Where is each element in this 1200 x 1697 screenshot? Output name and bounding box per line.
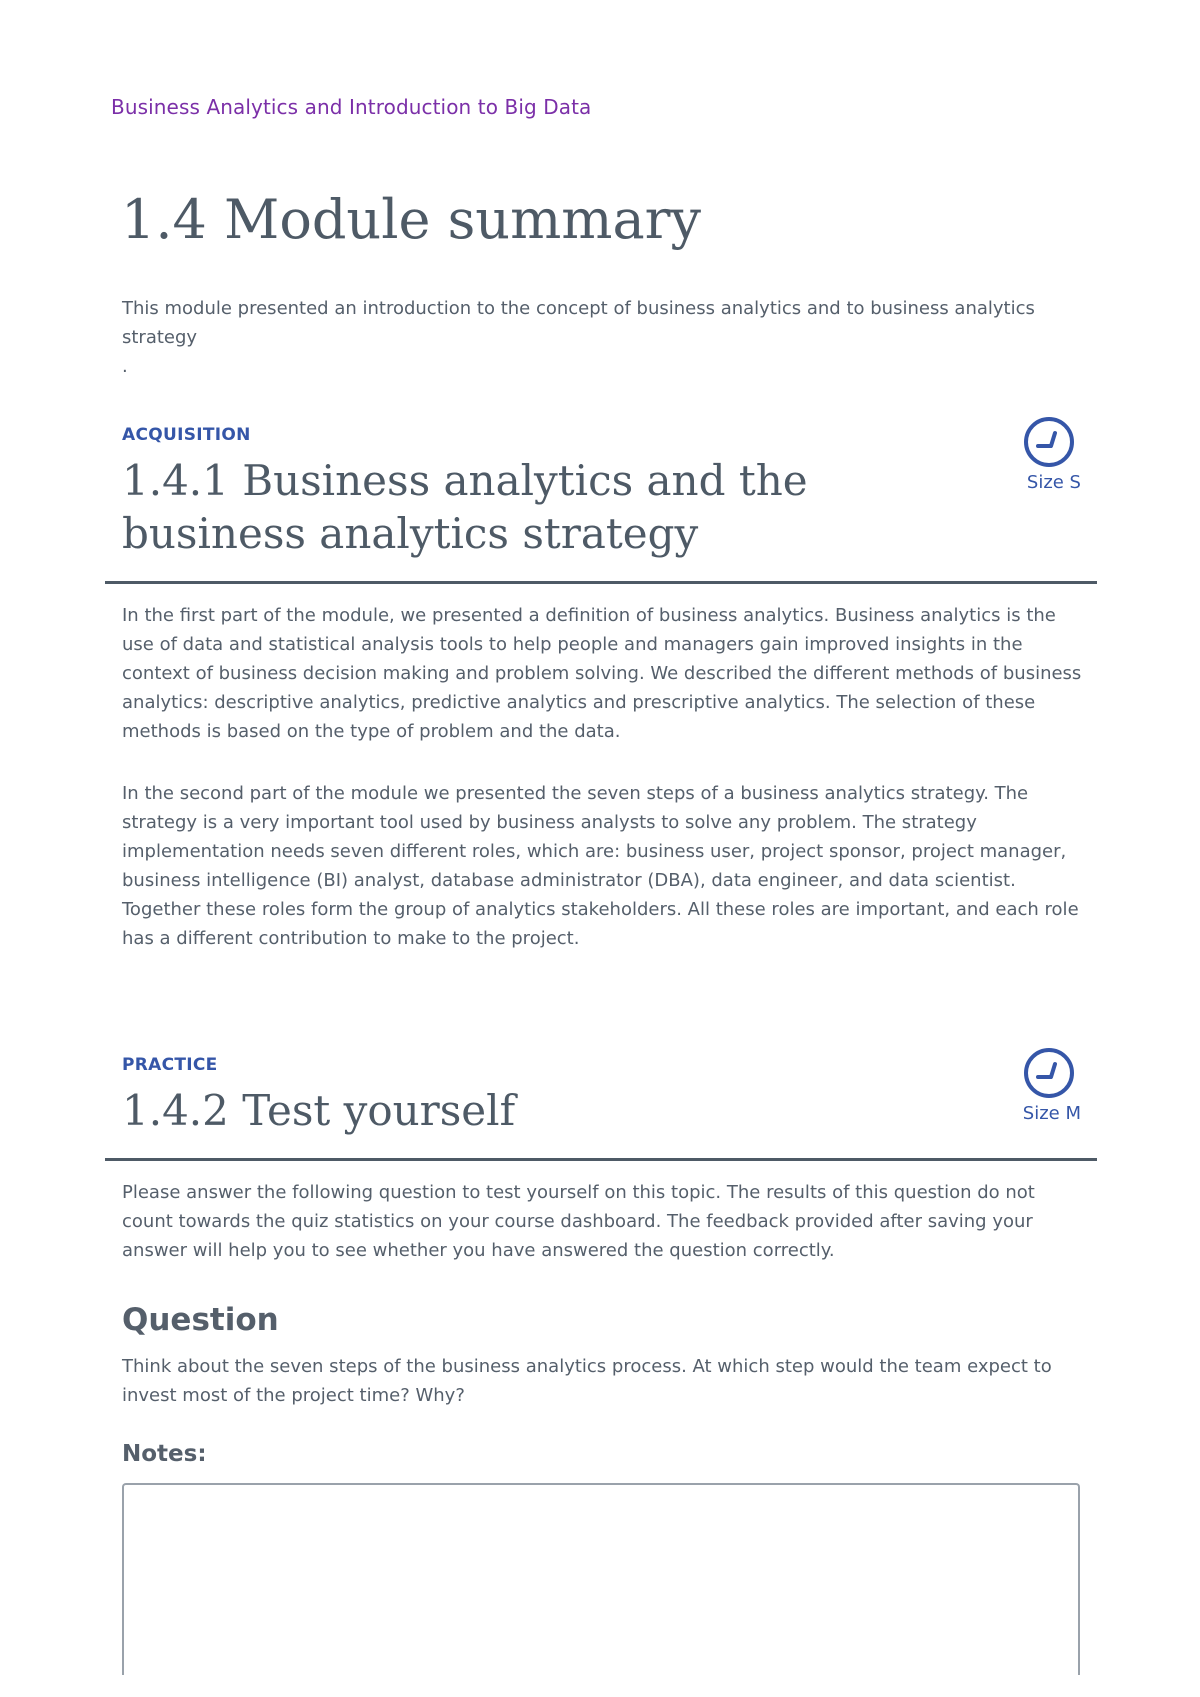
intro-text: This module presented an introduction to the concept of business analytics and to business analytics strategy [122, 298, 1035, 348]
section-paragraph: Please answer the following question to test yourself on this topic. The results of this question do not count towards the quiz statistics on your course dashboard. The feedback provided after saving your answer will help you to see whether you have answered the question correctly. [122, 1182, 1035, 1261]
section-heading-line1: 1.4.1 Business analytics and the [122, 456, 808, 505]
section-heading-line2: business analytics strategy [122, 509, 699, 558]
section-paragraph: In the second part of the module we presented the seven steps of a business analytics strategy. The strategy is a very important tool used by business analysts to solve any problem. The strategy implementation needs seven different roles, which are: business user, project sponsor, project manager, business intelligence (BI) analyst, database administrator (DBA), data engineer, and data scientist. Together these roles form the group of analytics stakeholders. All these roles are important, and each role has a different contribution to make to the project. [122, 783, 1079, 949]
activity-size [1001, 1047, 1081, 1124]
question-heading: Question [122, 1302, 279, 1338]
section-divider [105, 1158, 1097, 1161]
section-heading: 1.4.2 Test yourself [122, 1086, 516, 1135]
section-kicker: PRACTICE [122, 1055, 218, 1075]
page-title: 1.4 Module summary [121, 188, 701, 251]
section-paragraph: In the first part of the module, we presented a definition of business analytics. Business analytics is the use of data and statistical analysis tools to help people and managers gain improved insights in the context of business decision making and problem solving. We described the different methods of business analytics: descriptive analytics, predictive analytics and prescriptive analytics. The selection of these methods is based on the type of problem and the data. [122, 605, 1082, 742]
intro-trailing-dot: . [122, 356, 128, 377]
course-title: Business Analytics and Introduction to Big Data [111, 95, 592, 119]
question-text: Think about the seven steps of the business analytics process. At which step would the team expect to invest most of the project time? Why? [122, 1356, 1052, 1406]
size-label: Size M [1022, 1103, 1081, 1124]
clock-icon [1023, 1047, 1075, 1099]
notes-label: Notes: [122, 1441, 207, 1467]
section-practice [105, 0, 1097, 1697]
notes-textarea[interactable] [122, 1483, 1080, 1675]
size-label: Size S [1026, 472, 1081, 493]
section-kicker: ACQUISITION [122, 425, 251, 445]
